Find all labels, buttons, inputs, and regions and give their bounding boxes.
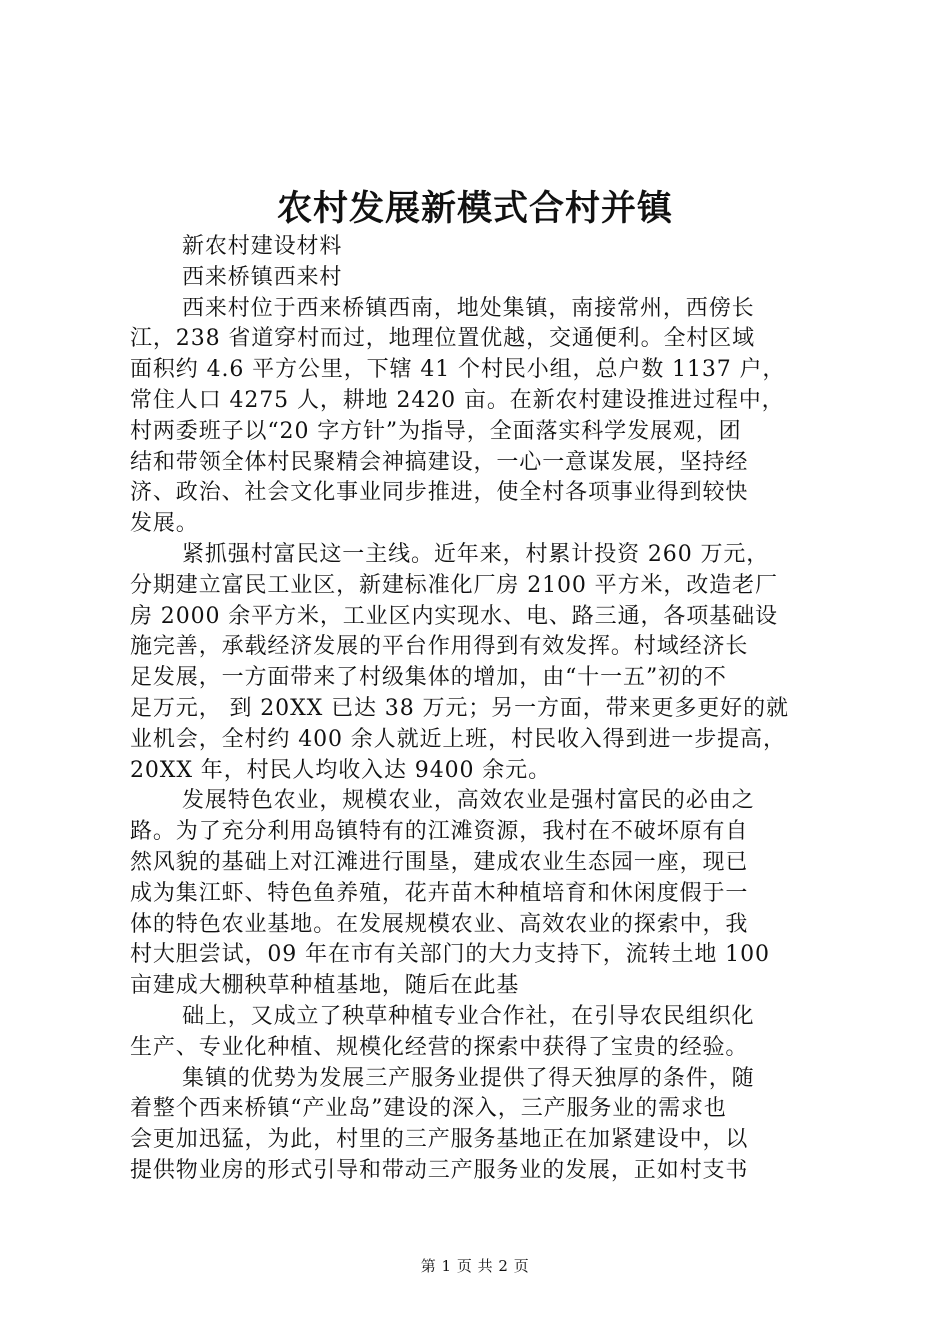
body-line: 集镇的优势为发展三产服务业提供了得天独厚的条件，随 xyxy=(182,1065,755,1091)
body-line: 础上，又成立了秧草种植专业合作社，在引导农民组织化 xyxy=(182,1003,755,1029)
body-line: 发展特色农业，规模农业，高效农业是强村富民的必由之 xyxy=(182,788,755,814)
body-line: 业机会，全村约 400 余人就近上班，村民收入得到进一步提高， xyxy=(130,726,786,752)
body-line: 20XX 年，村民人均收入达 9400 余元。 xyxy=(130,757,551,783)
body-line: 新农村建设材料 xyxy=(182,234,343,259)
body-line: 然风貌的基础上对江滩进行围垦，建成农业生态园一座，现已 xyxy=(130,849,749,875)
body-line: 亩建成大棚秧草种植基地，随后在此基 xyxy=(130,973,520,999)
body-line: 江，238 省道穿村而过，地理位置优越，交通便利。全村区域 xyxy=(130,326,756,352)
body-line: 西来桥镇西来村 xyxy=(182,264,343,290)
body-line: 路。为了充分利用岛镇特有的江滩资源，我村在不破坏原有自 xyxy=(130,819,749,845)
body-line: 面积约 4.6 平方公里，下辖 41 个村民小组，总户数 1137 户， xyxy=(130,357,786,383)
document-title: 农村发展新模式合村并镇 xyxy=(276,188,673,229)
body-line: 村大胆尝试，09 年在市有关部门的大力支持下，流转土地 100 xyxy=(130,942,770,968)
body-line: 济、政治、社会文化事业同步推进，使全村各项事业得到较快 xyxy=(130,480,749,506)
body-line: 施完善，承载经济发展的平台作用得到有效发挥。村域经济长 xyxy=(130,634,749,660)
body-line: 发展。 xyxy=(130,511,199,537)
document-body xyxy=(130,232,830,1187)
body-line: 紧抓强村富民这一主线。近年来，村累计投资 260 万元， xyxy=(182,541,770,567)
body-line: 西来村位于西来桥镇西南，地处集镇，南接常州，西傍长 xyxy=(182,295,755,321)
body-line: 提供物业房的形式引导和带动三产服务业的发展，正如村支书 xyxy=(130,1157,749,1183)
body-line: 着整个西来桥镇“产业岛”建设的深入，三产服务业的需求也 xyxy=(130,1096,727,1122)
body-line: 分期建立富民工业区，新建标准化厂房 2100 平方米，改造老厂 xyxy=(130,572,778,598)
body-line: 体的特色农业基地。在发展规模农业、高效农业的探索中，我 xyxy=(130,911,749,937)
body-line: 足万元， 到 20XX 已达 38 万元；另一方面，带来更多更好的就 xyxy=(130,695,789,721)
body-line: 村两委班子以“20 字方针”为指导，全面落实科学发展观，团 xyxy=(130,418,742,444)
body-line: 会更加迅猛，为此，村里的三产服务基地正在加紧建设中，以 xyxy=(130,1127,749,1153)
body-line: 结和带领全体村民聚精会神搞建设，一心一意谋发展，坚持经 xyxy=(130,449,749,475)
body-line: 足发展，一方面带来了村级集体的增加，由“十一五”初的不 xyxy=(130,665,727,691)
body-line: 成为集江虾、特色鱼养殖，花卉苗木种植培育和休闲度假于一 xyxy=(130,880,749,906)
body-line: 房 2000 余平方米，工业区内实现水、电、路三通，各项基础设 xyxy=(130,603,778,629)
body-line: 常住人口 4275 人，耕地 2420 亩。在新农村建设推进过程中， xyxy=(130,387,785,413)
page-footer: 第 1 页 共 2 页 xyxy=(420,1257,530,1275)
body-line: 生产、专业化种植、规模化经营的探索中获得了宝贵的经验。 xyxy=(130,1034,749,1060)
